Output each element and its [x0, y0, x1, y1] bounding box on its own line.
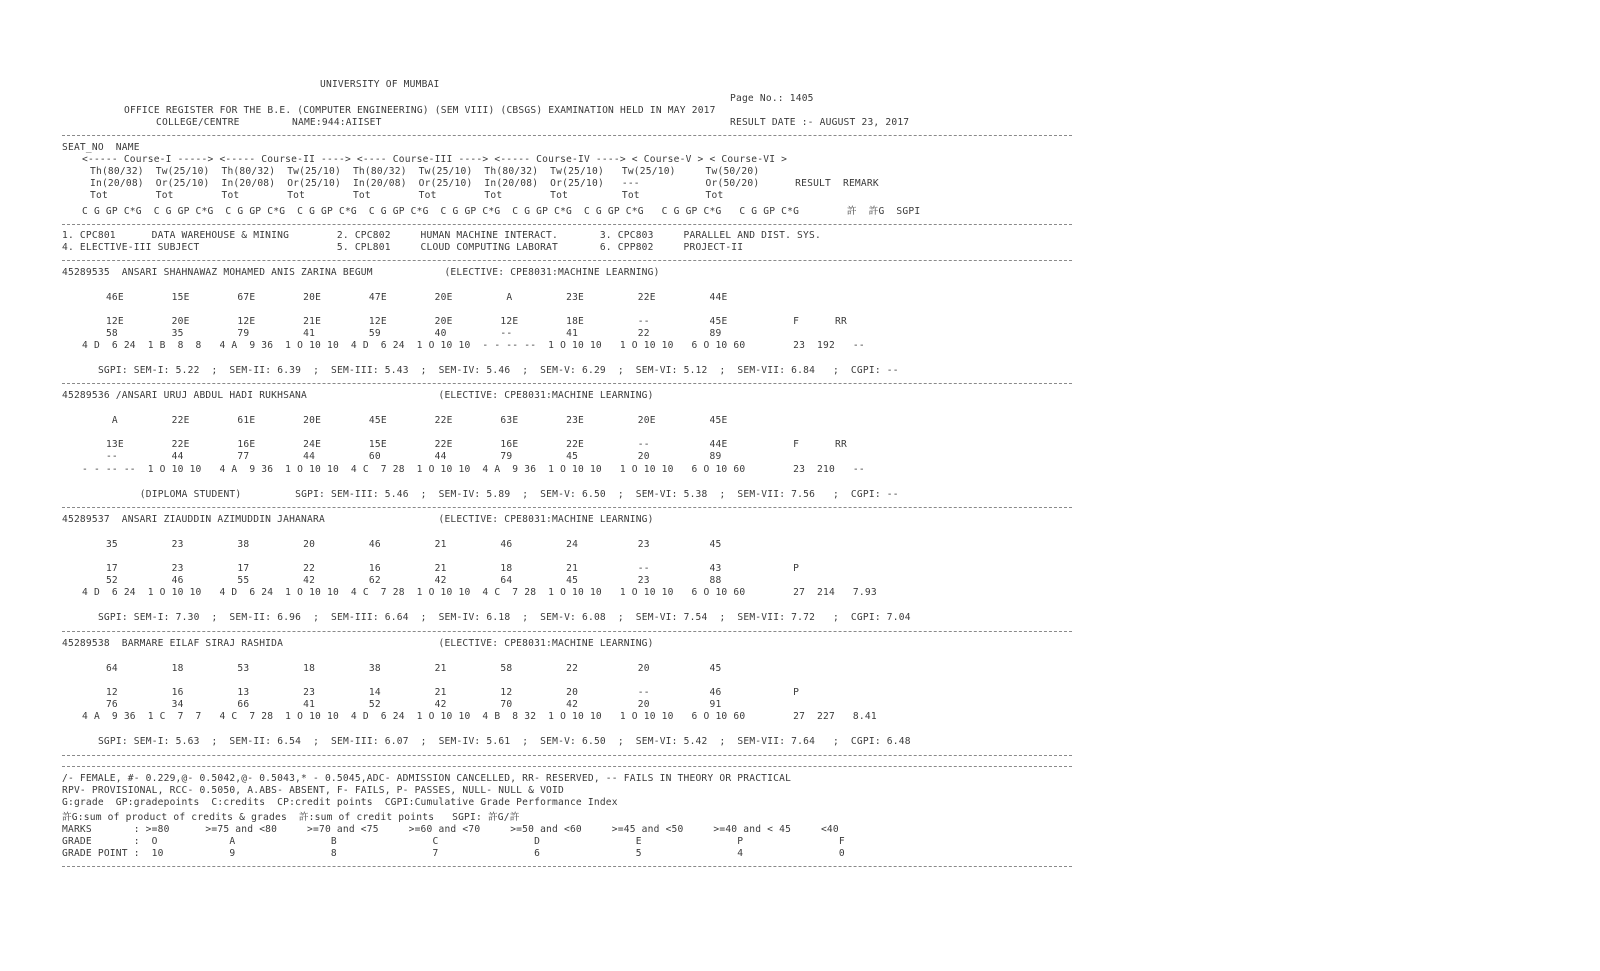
student-header: 45289536 /ANSARI URUJ ABDUL HADI RUKHSANA (ELECTIVE: CPE8031:MACHINE LEARNING) [62, 390, 654, 401]
grades-row: 4 D 6 24 1 O 10 10 4 D 6 24 1 O 10 10 4 C 7 28 1 O 10 10 4 C 7 28 1 O 10 10 1 O 10 10 6 O 10 60 27 214 7.93 [82, 587, 877, 598]
marks-row-tot: 76 34 66 41 52 42 70 42 20 91 [94, 699, 722, 710]
university-title: UNIVERSITY OF MUMBAI [320, 79, 440, 90]
marks-row-in: 13E 22E 16E 24E 15E 22E 16E 22E -- 44E F RR [94, 439, 847, 450]
tot-header-row: Tot Tot Tot Tot Tot Tot Tot Tot Tot Tot [90, 190, 724, 201]
sgpi-row: SGPI: SEM-I: 5.63 ; SEM-II: 6.54 ; SEM-III: 6.07 ; SEM-IV: 5.61 ; SEM-V: 6.50 ; SEM-VI: 5.42 ; SEM-VII: 7.64 ; CGPI: 6.48 [86, 736, 911, 747]
student-header: 45289538 BARMARE EILAF SIRAJ RASHIDA (ELECTIVE: CPE8031:MACHINE LEARNING) [62, 638, 654, 649]
marks-row-in: 17 23 17 22 16 21 18 21 -- 43 P [94, 563, 800, 574]
result-date: RESULT DATE :- AUGUST 23, 2017 [730, 117, 910, 128]
divider [62, 631, 1072, 632]
marks-row-in: 12 16 13 23 14 21 12 20 -- 46 P [94, 687, 800, 698]
college-name: NAME:944:AIISET [292, 117, 382, 128]
divider [62, 383, 1072, 384]
subjects-line-2: 4. ELECTIVE-III SUBJECT 5. CPL801 CLOUD COMPUTING LABORAT 6. CPP802 PROJECT-II [62, 242, 744, 253]
marks-row-th: 35 23 38 20 46 21 46 24 23 45 [94, 539, 722, 550]
marks-row-in: 12E 20E 12E 21E 12E 20E 12E 18E -- 45E F RR [94, 316, 847, 327]
seat-name-header: SEAT_NO NAME [62, 142, 140, 153]
marks-row-th: 64 18 53 18 38 21 58 22 20 45 [94, 663, 722, 674]
divider [62, 766, 1072, 767]
marks-row-tot: -- 44 77 44 60 44 79 45 20 89 [94, 451, 722, 462]
marks-grade-table-row: GRADE : O A B C D E P F [62, 836, 845, 847]
sgpi-row: (DIPLOMA STUDENT) SGPI: SEM-III: 5.46 ; SEM-IV: 5.89 ; SEM-V: 6.50 ; SEM-VI: 5.38 ; SEM-VII: 7.56 ; CGPI: -- [86, 489, 899, 500]
legend-line: 許G:sum of product of credits & grades 許:sum of credit points SGPI: 許G/許 [62, 812, 520, 823]
marks-row-th: 46E 15E 67E 20E 47E 20E A 23E 22E 44E [94, 292, 728, 303]
marks-row-tot: 52 46 55 42 62 42 64 45 23 88 [94, 575, 722, 586]
student-header: 45289535 ANSARI SHAHNAWAZ MOHAMED ANIS ZARINA BEGUM (ELECTIVE: CPE8031:MACHINE LEARNING) [62, 267, 660, 278]
legend-line: RPV- PROVISIONAL, RCC- 0.5050, A.ABS- ABSENT, F- FAILS, P- PASSES, NULL- NULL & VOID [62, 785, 564, 796]
divider [62, 866, 1072, 867]
divider [62, 135, 1072, 136]
student-header: 45289537 ANSARI ZIAUDDIN AZIMUDDIN JAHANARA (ELECTIVE: CPE8031:MACHINE LEARNING) [62, 514, 654, 525]
grades-row: - - -- -- 1 O 10 10 4 A 9 36 1 O 10 10 4 C 7 28 1 O 10 10 4 A 9 36 1 O 10 10 1 O 10 10 6 O 10 60 23 210 -- [82, 464, 865, 475]
divider [62, 260, 1072, 261]
divider [62, 224, 1072, 225]
grades-row: 4 A 9 36 1 C 7 7 4 C 7 28 1 O 10 10 4 D 6 24 1 O 10 10 4 B 8 32 1 O 10 10 1 O 10 10 6 O 10 60 27 227 8.41 [82, 711, 877, 722]
page-number: Page No.: 1405 [730, 93, 814, 104]
course-header-row: <----- Course-I -----> <----- Course-II ----> <---- Course-III ----> <----- Course-IV ----> < Course-V > < Course-VI > [82, 154, 788, 165]
grade-header-row: C G GP C*G C G GP C*G C G GP C*G C G GP C*G C G GP C*G C G GP C*G C G GP C*G C G GP C*G C G GP C*G C G GP C*G 許 許G SGPI [82, 206, 921, 217]
divider [62, 507, 1072, 508]
divider [62, 755, 1072, 756]
marks-row-tot: 58 35 79 41 59 40 -- 41 22 89 [94, 328, 722, 339]
subjects-line-1: 1. CPC801 DATA WAREHOUSE & MINING 2. CPC802 HUMAN MACHINE INTERACT. 3. CPC803 PARALLEL AND DIST. SYS. [62, 230, 821, 241]
college-label: COLLEGE/CENTRE [156, 117, 240, 128]
legend-line: /- FEMALE, #- 0.229,@- 0.5042,@- 0.5043,* - 0.5045,ADC- ADMISSION CANCELLED, RR- RESERVED, -- FAILS IN THEORY OR PRACTICAL [62, 773, 792, 784]
register-title: OFFICE REGISTER FOR THE B.E. (COMPUTER ENGINEERING) (SEM VIII) (CBSGS) EXAMINATION HELD IN MAY 2017 [124, 105, 716, 116]
in-or-header-row: In(20/08) Or(25/10) In(20/08) Or(25/10) In(20/08) Or(25/10) In(20/08) Or(25/10) --- Or(50/20) RESULT REMARK [90, 178, 879, 189]
marks-grade-table-row: MARKS : >=80 >=75 and <80 >=70 and <75 >=60 and <70 >=50 and <60 >=45 and <50 >=40 and < 45 <40 [62, 824, 839, 835]
legend-line: G:grade GP:gradepoints C:credits CP:credit points CGPI:Cumulative Grade Performance Index [62, 797, 618, 808]
sgpi-row: SGPI: SEM-I: 7.30 ; SEM-II: 6.96 ; SEM-III: 6.64 ; SEM-IV: 6.18 ; SEM-V: 6.08 ; SEM-VI: 7.54 ; SEM-VII: 7.72 ; CGPI: 7.04 [86, 612, 911, 623]
marks-row-th: A 22E 61E 20E 45E 22E 63E 23E 20E 45E [94, 415, 728, 426]
grades-row: 4 D 6 24 1 B 8 8 4 A 9 36 1 O 10 10 4 D 6 24 1 O 10 10 - - -- -- 1 O 10 10 1 O 10 10 6 O 10 60 23 192 -- [82, 340, 865, 351]
marks-grade-table-row: GRADE POINT : 10 9 8 7 6 5 4 0 [62, 848, 845, 859]
th-tw-header-row: Th(80/32) Tw(25/10) Th(80/32) Tw(25/10) Th(80/32) Tw(25/10) Th(80/32) Tw(25/10) Tw(25/10) Tw(50/20) [90, 166, 760, 177]
sgpi-row: SGPI: SEM-I: 5.22 ; SEM-II: 6.39 ; SEM-III: 5.43 ; SEM-IV: 5.46 ; SEM-V: 6.29 ; SEM-VI: 5.12 ; SEM-VII: 6.84 ; CGPI: -- [86, 365, 899, 376]
